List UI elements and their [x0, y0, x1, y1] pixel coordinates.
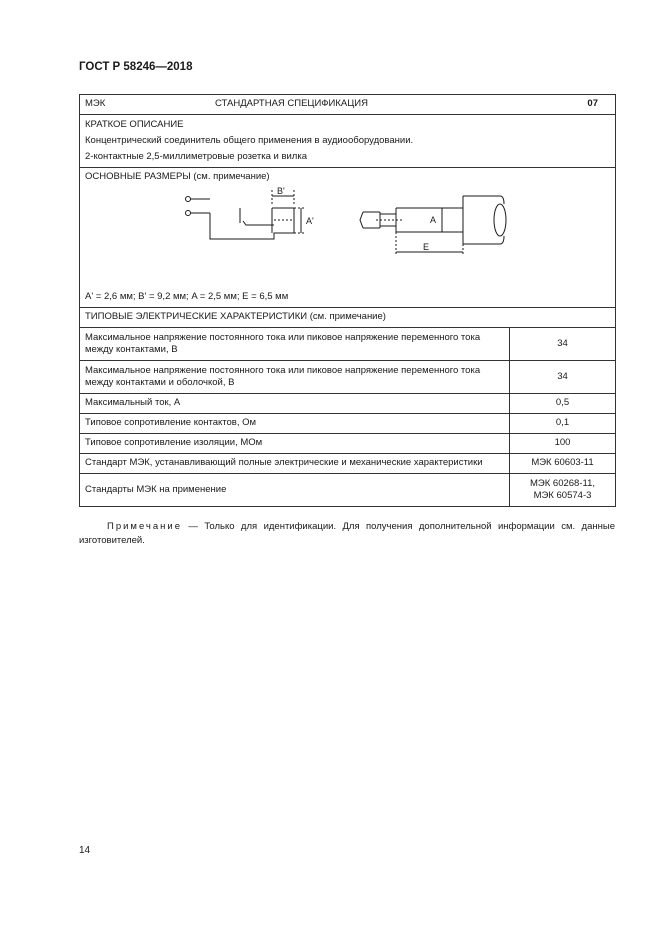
electrical-title: ТИПОВЫЕ ЭЛЕКТРИЧЕСКИЕ ХАРАКТЕРИСТИКИ (см. примечание)	[80, 307, 616, 327]
row-label: Максимальное напряжение постоянного тока или пиковое напряжение переменного тока между контактами и оболочкой, В	[80, 360, 510, 393]
row-label: Стандарт МЭК, устанавливающий полные электрические и механические характеристики	[80, 453, 510, 473]
spec-header-row	[80, 95, 616, 115]
plug-drawing	[360, 196, 506, 254]
note-label: Примечание	[107, 521, 182, 532]
table-row	[80, 327, 616, 360]
label-b-prime: B'	[277, 185, 285, 196]
dimensions-section	[80, 167, 616, 307]
row-value: 34	[510, 327, 616, 360]
row-value: 100	[510, 433, 616, 453]
table-row	[80, 360, 616, 393]
row-value: 34	[510, 360, 616, 393]
row-value-line-1: МЭК 60268-11,	[530, 477, 595, 489]
electrical-title-row	[80, 307, 616, 327]
table-row	[80, 413, 616, 433]
note-text: — Только для идентификации. Для получения дополнительной информации см. данные изготовителей.	[79, 521, 615, 546]
row-value	[510, 473, 616, 506]
spec-org: МЭК	[85, 98, 106, 109]
table-row	[80, 433, 616, 453]
label-a-prime: A'	[306, 215, 314, 226]
document-id: ГОСТ Р 58246—2018	[79, 61, 193, 73]
spec-title: СТАНДАРТНАЯ СПЕЦИФИКАЦИЯ	[215, 98, 368, 109]
description-line-2: 2-контактные 2,5-миллиметровые розетка и вилка	[85, 150, 308, 162]
spec-table	[79, 94, 616, 507]
row-value: 0,5	[510, 393, 616, 413]
description-section	[80, 115, 616, 168]
row-label: Максимальное напряжение постоянного тока или пиковое напряжение переменного тока между контактами, В	[80, 327, 510, 360]
label-a: A	[430, 214, 437, 225]
table-row	[80, 393, 616, 413]
page-number: 14	[79, 845, 91, 856]
dimensions-diagram	[180, 185, 510, 272]
row-value-line-2: МЭК 60574-3	[533, 489, 592, 501]
row-value: МЭК 60603-11	[510, 453, 616, 473]
note	[79, 520, 615, 548]
row-label: Стандарты МЭК на применение	[80, 473, 510, 506]
row-label: Максимальный ток, А	[80, 393, 510, 413]
socket-drawing	[186, 190, 305, 239]
row-label: Типовое сопротивление изоляции, МОм	[80, 433, 510, 453]
description-line-1: Концентрический соединитель общего применения в аудиооборудовании.	[85, 134, 414, 146]
row-value: 0,1	[510, 413, 616, 433]
spec-number: 07	[587, 98, 598, 109]
table-row	[80, 473, 616, 506]
label-e: E	[423, 241, 430, 252]
row-label: Типовое сопротивление контактов, Ом	[80, 413, 510, 433]
dimensions-values: A' = 2,6 мм; B' = 9,2 мм; A = 2,5 мм; E = 6,5 мм	[85, 290, 289, 302]
dimensions-title: ОСНОВНЫЕ РАЗМЕРЫ (см. примечание)	[85, 170, 270, 182]
table-row	[80, 453, 616, 473]
description-title: КРАТКОЕ ОПИСАНИЕ	[85, 119, 184, 130]
